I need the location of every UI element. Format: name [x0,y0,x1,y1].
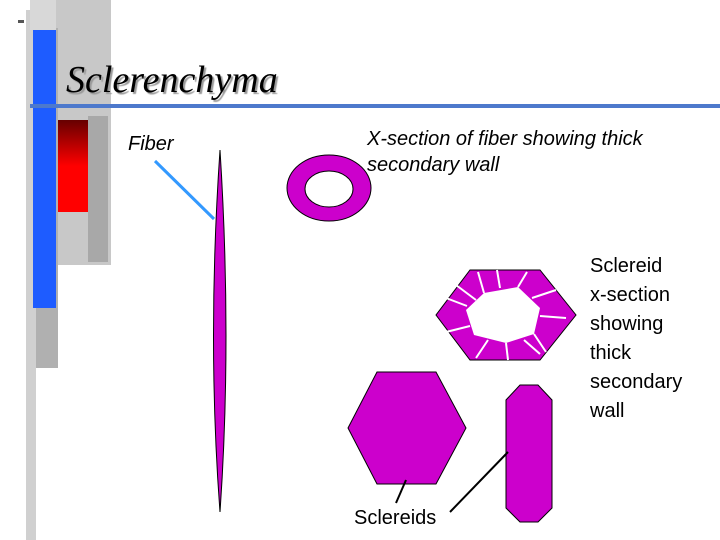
sclereid-label-line: wall [590,400,625,422]
sclereid-hexagon [348,372,466,484]
sclereid-xsection [436,270,576,360]
fiber-label: Fiber [128,133,174,155]
fiber-leader-line [155,161,214,219]
sclereids-leader-right [450,452,508,512]
sclereid-elongated [506,385,552,522]
fiber-xsection-label: X-section of fiber showing thick secondary wall [367,128,643,176]
sclereid-label-line: x-section [590,284,671,306]
sclereid-label-line: Sclereid [590,255,663,277]
title-underline [30,104,720,108]
sclereid-label-line: thick [590,342,632,364]
sclereid-label-line: showing [590,313,664,335]
slide-title: Sclerenchyma [66,59,278,101]
fiber-cell [214,150,227,512]
sclereid-label-line: secondary [590,371,683,393]
fiber-xsection-ring [287,155,371,221]
sclereid-xsection-label [590,252,715,426]
sclereids-label: Sclereids [354,507,437,529]
